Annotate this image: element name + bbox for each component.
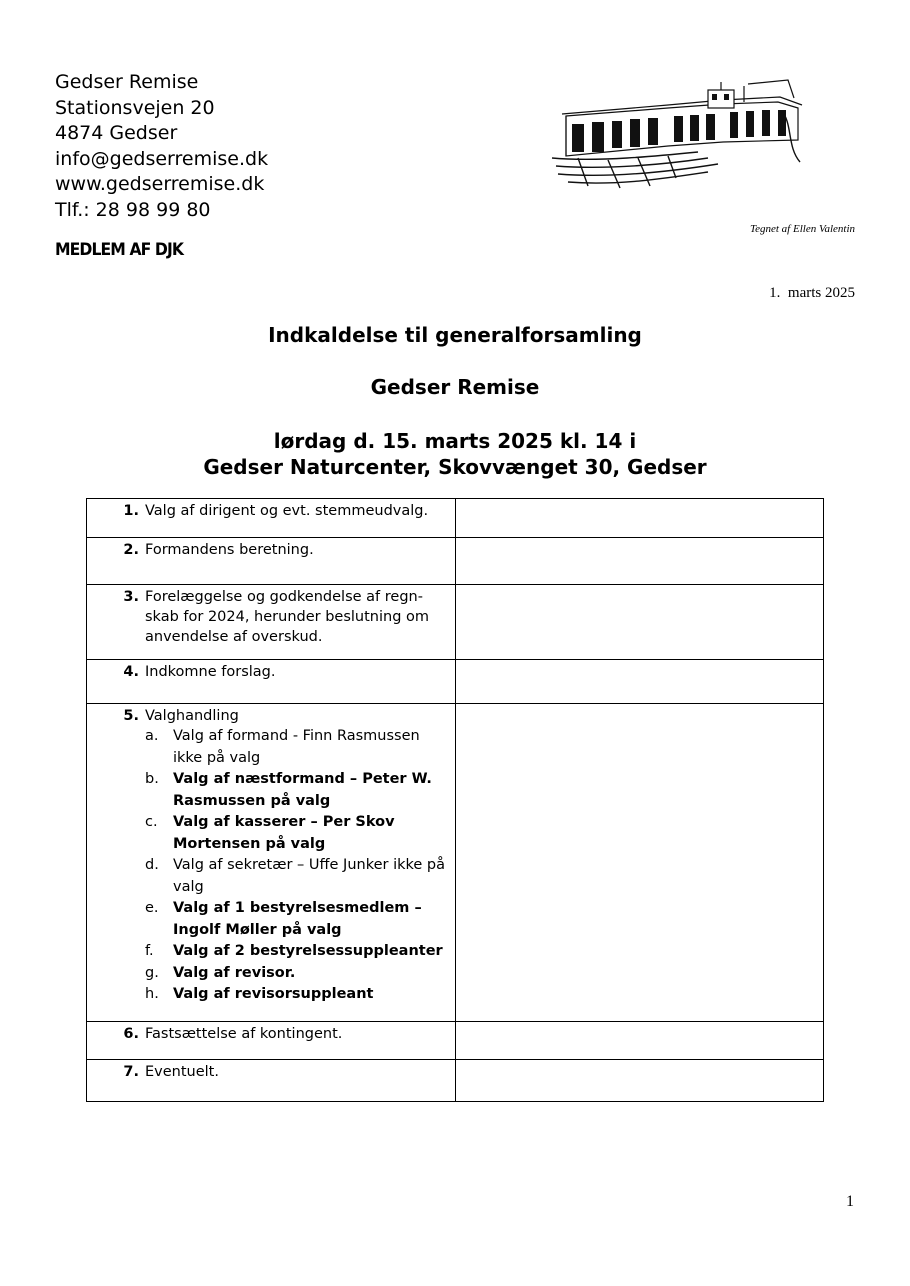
agenda-number: 7.	[123, 1064, 139, 1080]
election-subitem	[145, 726, 449, 769]
subitem-text: Valg af 2 bestyrelsessuppleanter	[173, 943, 443, 959]
election-subitem	[145, 984, 449, 1006]
agenda-number: 4.	[123, 664, 139, 680]
illustration-credit: Tegnet af Ellen Valentin	[750, 223, 855, 235]
agenda-text: Valghandling	[145, 708, 239, 724]
page-title: Indkaldelse til generalforsamling	[268, 323, 642, 347]
agenda-number: 5.	[123, 708, 139, 724]
agenda-notes-cell	[456, 660, 824, 704]
subitem-text: Valg af formand - Finn Rasmussen ikke på valg	[173, 728, 420, 766]
sender-web: www.gedserremise.dk	[55, 173, 265, 196]
agenda-text: Eventuelt.	[145, 1064, 219, 1080]
election-subitem	[145, 963, 449, 985]
membership-note: MEDLEM AF DJK	[55, 240, 184, 260]
election-subitem	[145, 855, 449, 898]
subitem-letter: h.	[145, 986, 159, 1002]
agenda-text: Indkomne forslag.	[145, 664, 276, 680]
agenda-text: Forelæggelse og godkendelse af regn-skab for 2024, herunder beslutning om anvendelse af overskud.	[145, 589, 430, 645]
subitem-letter: d.	[145, 857, 159, 873]
agenda-number: 1.	[123, 503, 139, 519]
agenda-row	[87, 1060, 824, 1102]
subitem-text: Valg af revisorsuppleant	[173, 986, 374, 1002]
agenda-notes-cell	[456, 704, 824, 1022]
page-number: 1	[846, 1193, 854, 1210]
agenda-text: Formandens beretning.	[145, 542, 314, 558]
agenda-table	[86, 498, 824, 1102]
agenda-number: 6.	[123, 1026, 139, 1042]
subitem-letter: e.	[145, 900, 159, 916]
subitem-text: Valg af 1 bestyrelsesmedlem – Ingolf Møller på valg	[173, 900, 422, 938]
letter-date: 1. marts 2025	[769, 285, 855, 301]
election-subitem	[145, 812, 449, 855]
agenda-notes-cell	[456, 1060, 824, 1102]
agenda-number: 3.	[123, 589, 139, 605]
subitem-text: Valg af sekretær – Uffe Junker ikke på valg	[173, 857, 445, 895]
agenda-notes-cell	[456, 585, 824, 660]
subitem-letter: f.	[145, 943, 154, 959]
meeting-when: lørdag d. 15. marts 2025 kl. 14 i	[273, 429, 637, 453]
agenda-row	[87, 585, 824, 660]
sender-address	[55, 70, 268, 224]
agenda-text: Valg af dirigent og evt. stemmeudvalg.	[145, 503, 429, 519]
election-subitem	[145, 898, 449, 941]
agenda-number: 2.	[123, 542, 139, 558]
meeting-where: Gedser Naturcenter, Skovvænget 30, Gedser	[203, 455, 707, 479]
election-subitem	[145, 941, 449, 963]
sender-email: info@gedserremise.dk	[55, 147, 269, 170]
agenda-row	[87, 499, 824, 538]
sender-name: Gedser Remise	[55, 71, 199, 93]
election-subitem	[145, 769, 449, 812]
meeting-details	[0, 428, 910, 480]
agenda-notes-cell	[456, 1022, 824, 1060]
subitem-letter: b.	[145, 771, 159, 787]
subitem-letter: g.	[145, 964, 159, 981]
subitem-text: Valg af næstformand – Peter W. Rasmussen på valg	[173, 771, 432, 809]
organization-heading: Gedser Remise	[370, 375, 540, 399]
agenda-row	[87, 538, 824, 585]
sender-street: Stationsvejen 20	[55, 96, 215, 119]
agenda-notes-cell	[456, 499, 824, 538]
agenda-row	[87, 660, 824, 704]
subitem-letter: c.	[145, 814, 158, 830]
sender-phone: Tlf.: 28 98 99 80	[55, 198, 211, 221]
subitem-text: Valg af revisor.	[173, 964, 296, 981]
remise-building-illustration	[548, 78, 808, 196]
agenda-row	[87, 704, 824, 1022]
agenda-text: Fastsættelse af kontingent.	[145, 1026, 343, 1042]
agenda-row	[87, 1022, 824, 1060]
agenda-notes-cell	[456, 538, 824, 585]
subitem-text: Valg af kasserer – Per Skov Mortensen på valg	[173, 814, 395, 852]
subitem-letter: a.	[145, 728, 159, 744]
sender-city: 4874 Gedser	[55, 122, 178, 145]
